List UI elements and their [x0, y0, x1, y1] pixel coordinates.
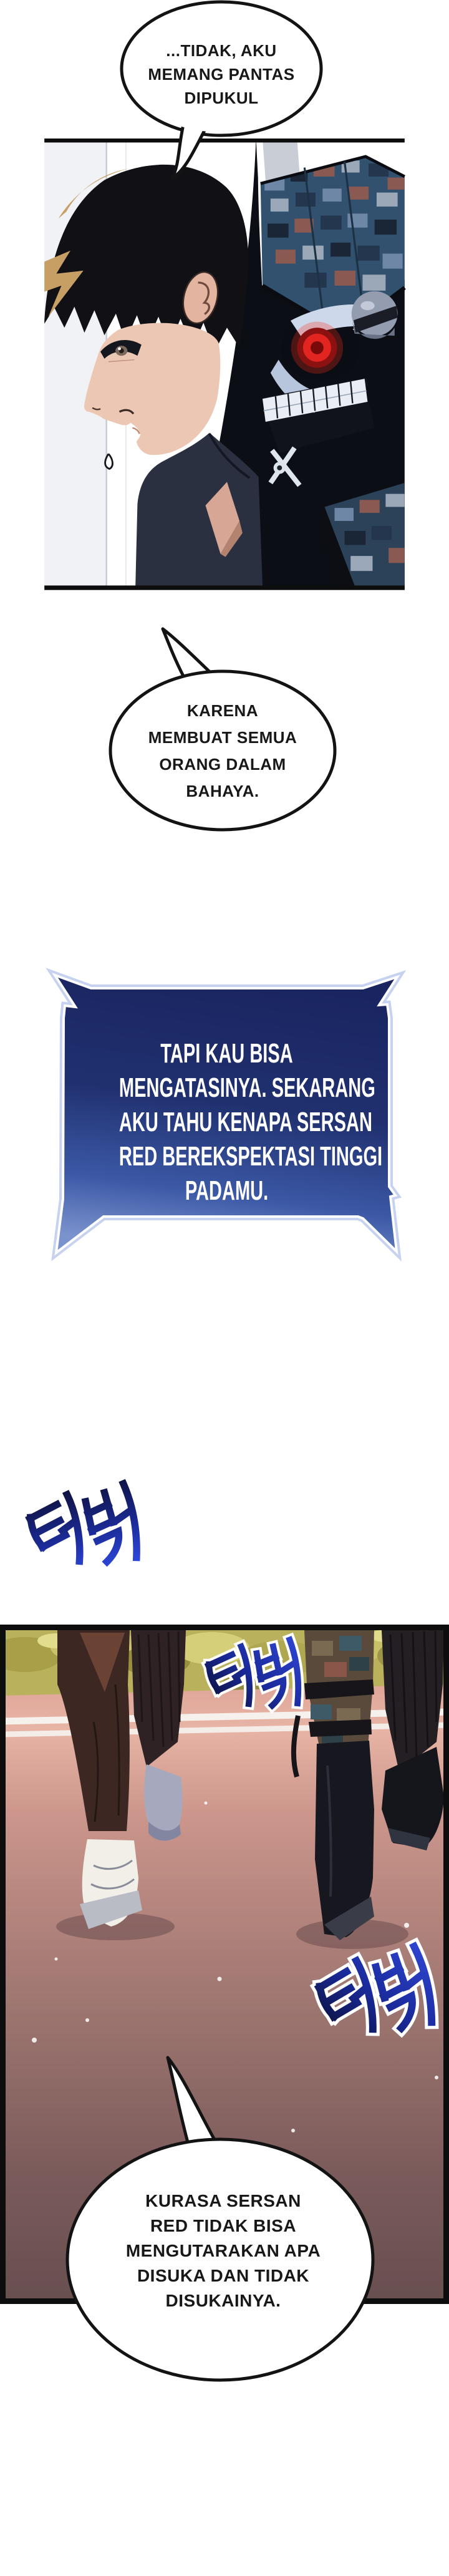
narration-text: TAPI KAU BISA MENGATASINYA. SEKARANG AKU TAHU KENAPA SERSAN RED BEREKSPEKTASI TINGGI PADAMU.: [118, 1038, 383, 1206]
red-eye: [291, 322, 343, 374]
panel1-border-bottom: [44, 585, 405, 590]
panel-1: [0, 139, 449, 701]
panel2-border-left: [0, 1625, 6, 2304]
sfx-2-label: [0, 0, 1, 1]
bubble3-tail: [168, 2058, 220, 2151]
bubble-2-text: KARENA MEMBUAT SEMUA ORANG DALAM BAHAYA.: [148, 701, 297, 800]
panel2-border-top: [0, 1625, 449, 1630]
bubble-3-text: KURASA SERSAN RED TIDAK BISA MENGUTARAKAN APA DISUKA DAN TIDAK DISUKAINYA.: [125, 2191, 321, 2310]
sfx-1-label: [0, 0, 1, 1]
bubble-1-text: ...TIDAK, AKU MEMANG PANTAS DIPUKUL: [148, 41, 295, 107]
panel2-border-right: [443, 1625, 449, 2304]
sfx-3-label: [0, 0, 1, 1]
